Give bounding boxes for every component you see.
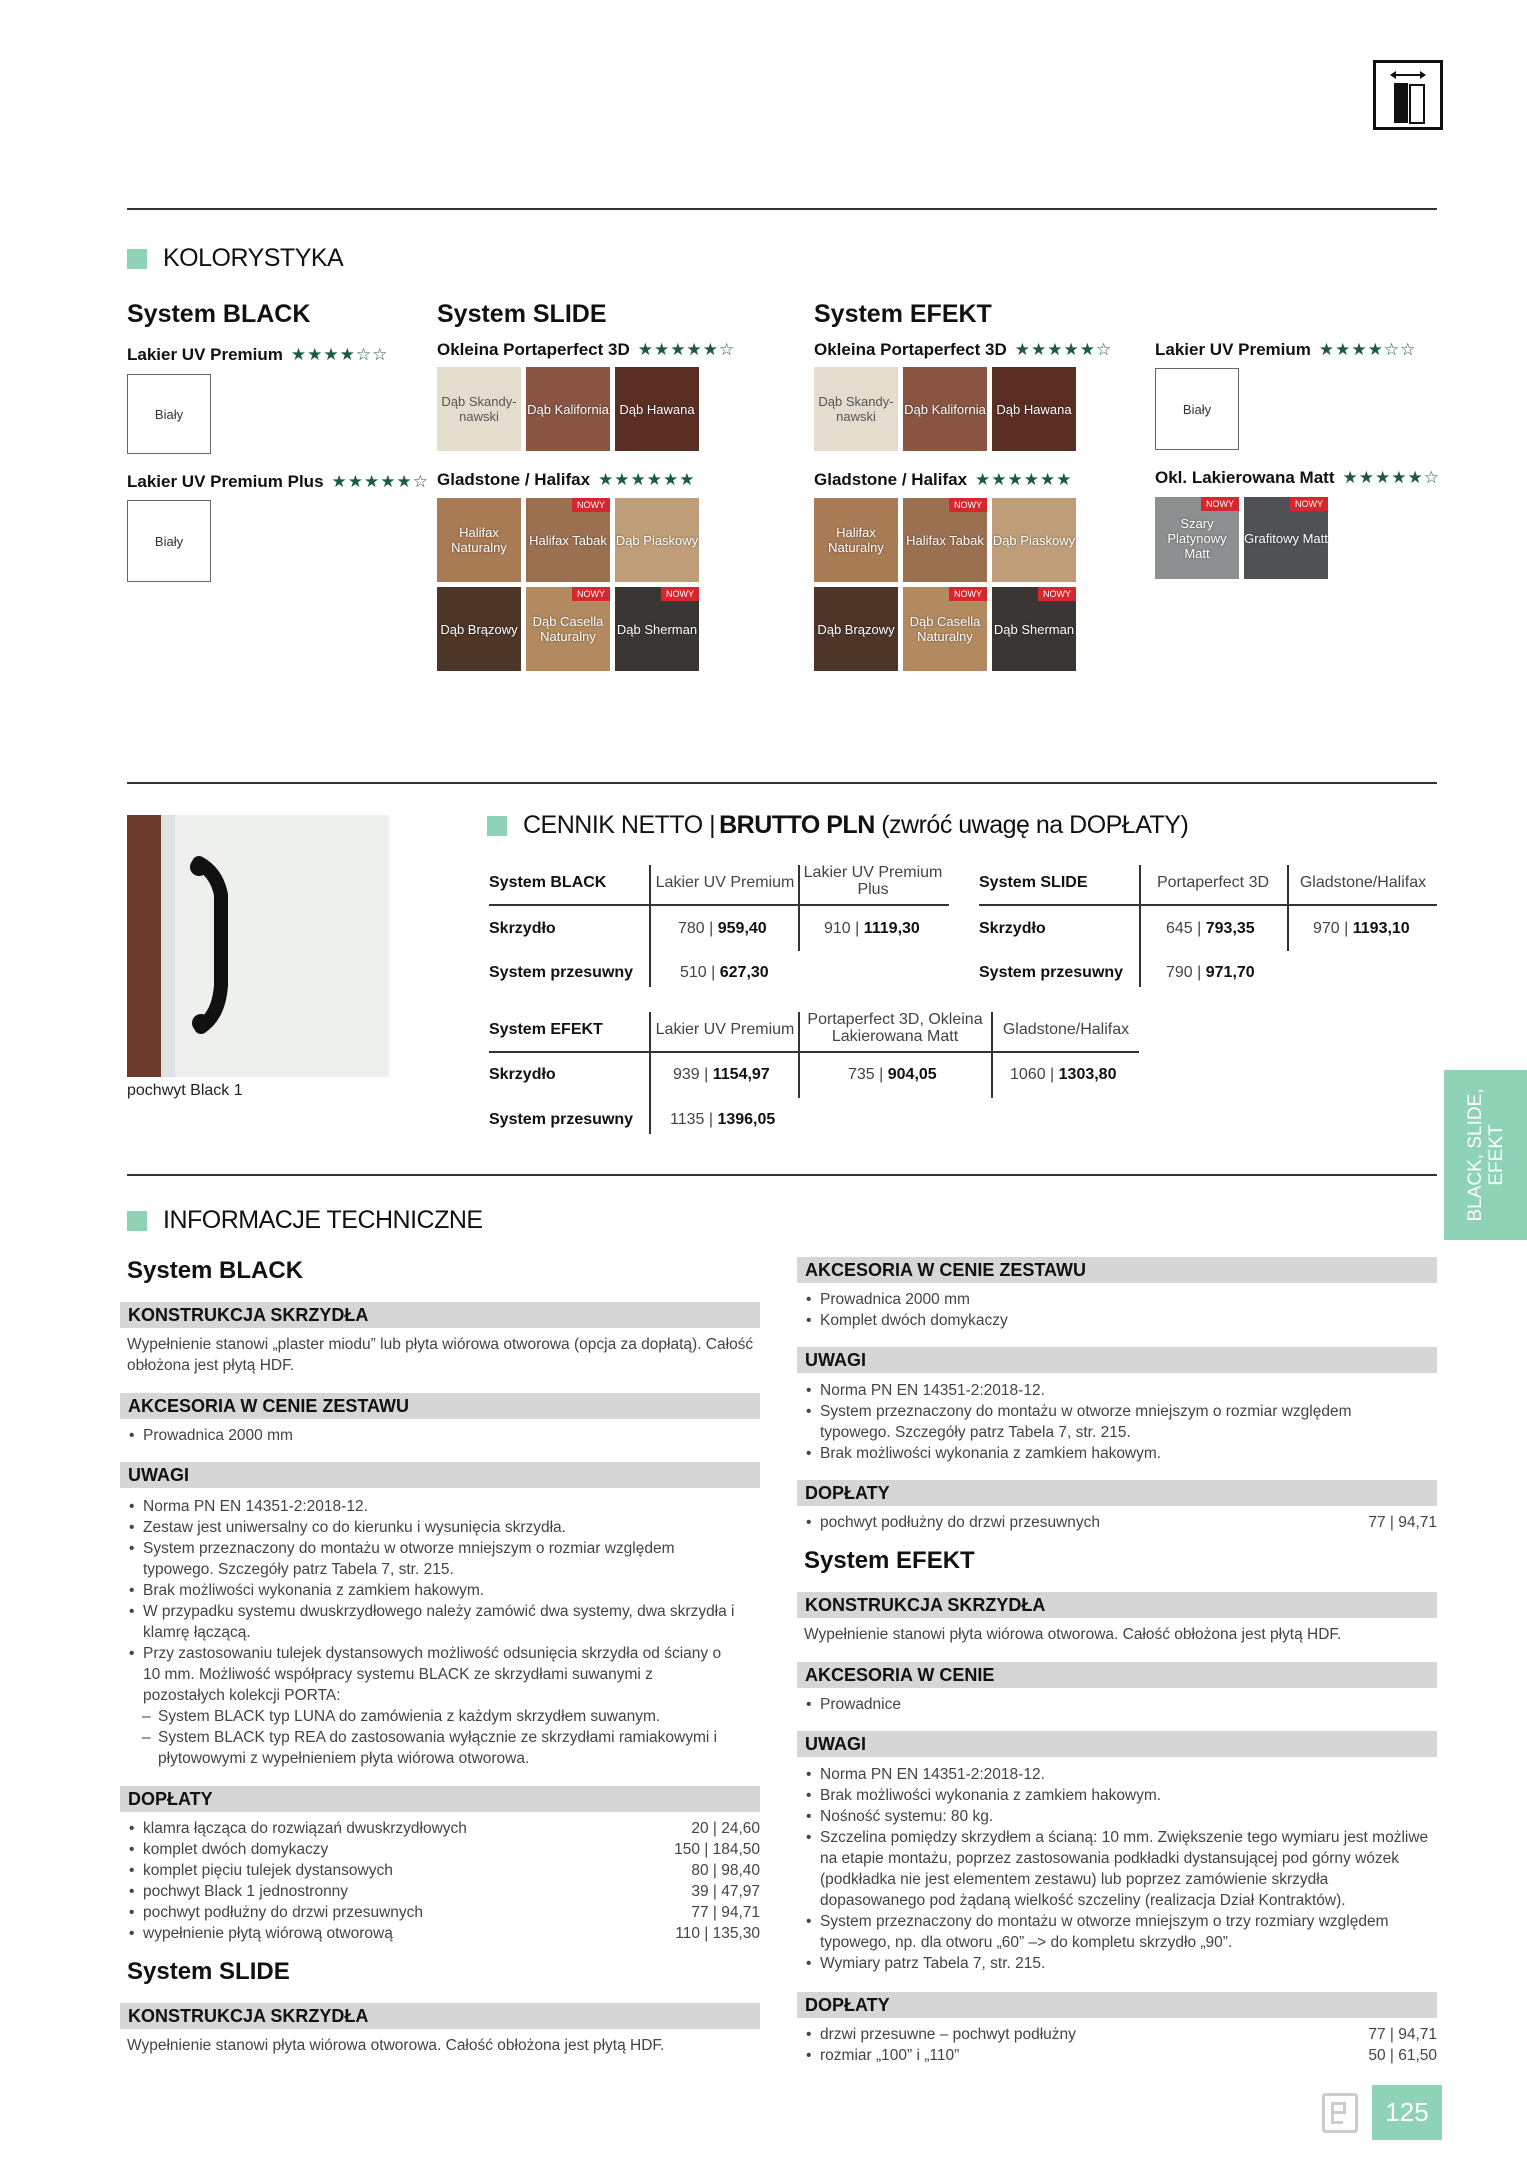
info-slide-doplata-price: 77 | 94,71 <box>1368 1514 1437 1531</box>
slide-price-h1: Portaperfect 3D <box>1156 874 1270 891</box>
info-efekt-uwagi-item: • Brak możliwości wykonania z zamkiem hakowym. <box>804 1785 1434 1806</box>
info-black-title: System BLACK <box>127 1257 304 1284</box>
info-slide-akcesoria: AKCESORIA W CENIE ZESTAWU <box>797 1257 1437 1283</box>
info-black-doplata-price: 80 | 98,40 <box>691 1862 760 1879</box>
swatch-dab-kalifornia: Dąb Kalifornia <box>526 367 610 451</box>
info-slide-uwagi: UWAGI <box>797 1347 1437 1373</box>
black-title: System BLACK <box>127 300 311 328</box>
sliding-door-icon <box>1373 60 1443 130</box>
swatch-dab-kalifornia: Dąb Kalifornia <box>903 367 987 451</box>
info-slide-doplata: • pochwyt podłużny do drzwi przesuwnych <box>804 1512 1100 1533</box>
efekt-row-skrzydlo: Skrzydło <box>489 1066 556 1083</box>
info-slide-title: System SLIDE <box>127 1958 290 1985</box>
side-tab: BLACK, SLIDE, EFEKT <box>1444 1070 1527 1240</box>
handle-photo <box>127 815 389 1077</box>
info-slide-uwagi-item: • Norma PN EN 14351-2:2018-12. <box>804 1380 1434 1401</box>
info-black-doplata-price: 77 | 94,71 <box>691 1904 760 1921</box>
slide-row-skrzydlo: Skrzydło <box>979 920 1046 937</box>
swatch-halifax-tabak: NOWY Halifax Tabak <box>526 498 610 582</box>
info-efekt-uwagi-item: • System przeznaczony do montażu w otworze mniejszym o trzy rozmiary względem typowego, np. dla otworu „60” –> do kompletu skrzydło „90”. <box>804 1911 1437 1953</box>
info-black-doplata-price: 20 | 24,60 <box>691 1820 760 1837</box>
black-lakier-label: Lakier UV Premium ★★★★☆☆ <box>127 345 389 364</box>
info-efekt-uwagi: UWAGI <box>797 1731 1437 1757</box>
info-efekt-doplaty: DOPŁATY <box>797 1992 1437 2018</box>
info-slide-akcesoria-item: • Prowadnica 2000 mm <box>804 1289 970 1310</box>
info-black-doplaty: DOPŁATY <box>120 1786 760 1812</box>
swatch-dab-brazowy: Dąb Brązowy <box>437 587 521 671</box>
info-efekt-doplata: • rozmiar „100” i „110” <box>804 2045 959 2066</box>
info-slide-konstrukcja-text: Wypełnienie stanowi płyta wiórowa otworowa. Całość obłożona jest płytą HDF. <box>127 2037 665 2054</box>
info-efekt-konstrukcja-text: Wypełnienie stanowi płyta wiórowa otworowa. Całość obłożona jest płytą HDF. <box>804 1626 1342 1643</box>
info-black-uwagi-sub: – System BLACK typ REA do zastosowania wyłącznie ze skrzydłami ramiakowymi i płytowowymi z wypełnieniem płyta wiórowa otworowa. <box>140 1727 750 1769</box>
efekt-gh-label: Gladstone / Halifax ★★★★★★ <box>814 470 1073 489</box>
info-black-doplata: • komplet dwóch domykaczy <box>127 1839 328 1860</box>
swatch-szary-platynowy: NOWY Szary Platynowy Matt <box>1155 497 1239 579</box>
info-black-uwagi-item: • System przeznaczony do montażu w otworze mniejszym o rozmiar względem typowego. Szczegóły patrz Tabela 7, str. 215. <box>127 1538 727 1580</box>
efekt-skrzydlo-price-1: 939 | 1154,97 <box>673 1066 770 1083</box>
efekt-skrzydlo-price-3: 1060 | 1303,80 <box>1010 1066 1117 1083</box>
swatch-dab-hawana: Dąb Hawana <box>615 367 699 451</box>
info-black-doplata: • pochwyt Black 1 jednostronny <box>127 1881 348 1902</box>
efekt-price-h2: Portaperfect 3D, Okleina Lakierowana Matt <box>807 1011 983 1045</box>
info-black-doplata: • klamra łącząca do rozwiązań dwuskrzydłowych <box>127 1818 467 1839</box>
efekt-price-h3: Gladstone/Halifax <box>1002 1021 1130 1038</box>
info-efekt-doplata-price: 77 | 94,71 <box>1368 2026 1437 2043</box>
info-slide-akcesoria-item: • Komplet dwóch domykaczy <box>804 1310 1008 1331</box>
swatch-halifax-naturalny: Halifax Naturalny <box>437 498 521 582</box>
efekt-okleina-label: Okleina Portaperfect 3D ★★★★★☆ <box>814 340 1113 359</box>
info-black-konstrukcja-text: Wypełnienie stanowi „plaster miodu” lub płyta wiórowa otworowa (opcja za dopłatą). Całość obłożona jest płytą HDF. <box>127 1336 754 1374</box>
info-efekt-uwagi-item: • Wymiary patrz Tabela 7, str. 215. <box>804 1953 1434 1974</box>
swatch-dab-piaskowy: Dąb Piaskowy <box>615 498 699 582</box>
slide-row-system: System przesuwny <box>979 964 1124 981</box>
swatch-dab-piaskowy: Dąb Piaskowy <box>992 498 1076 582</box>
slide-title: System SLIDE <box>437 300 607 328</box>
black-skrzydlo-price-1: 780 | 959,40 <box>678 920 767 937</box>
info-black-uwagi-item: • Brak możliwości wykonania z zamkiem hakowym. <box>127 1580 760 1601</box>
swatch-dab-skandynawski: Dąb Skandy-nawski <box>814 367 898 451</box>
black-row-skrzydlo: Skrzydło <box>489 920 556 937</box>
swatch-dab-sherman: NOWY Dąb Sherman <box>992 587 1076 671</box>
info-efekt-uwagi-item: • Szczelina pomiędzy skrzydłem a ścianą: 10 mm. Zwiększenie tego wymiaru jest możliwe na etapie montażu, poprzez zastosowania podkładki dystansującej pod górny wózek (podkładka nie jest elementem zestawu) lub poprzez zamówienie skrzydła dopasowanego pod żądaną wielkość szczeliny (realizacja Dział Kontraktów). <box>804 1827 1437 1911</box>
porta-logo-icon <box>1322 2093 1358 2133</box>
efekt-price-label: System EFEKT <box>489 1021 603 1038</box>
swatch-dab-sherman: NOWY Dąb Sherman <box>615 587 699 671</box>
slide-okleina-label: Okleina Portaperfect 3D ★★★★★☆ <box>437 340 736 359</box>
info-slide-doplaty: DOPŁATY <box>797 1480 1437 1506</box>
info-black-doplata: • wypełnienie płytą wiórową otworową <box>127 1923 393 1944</box>
swatch-dab-brazowy: Dąb Brązowy <box>814 587 898 671</box>
slide-price-label: System SLIDE <box>979 874 1088 891</box>
slide-gh-label: Gladstone / Halifax ★★★★★★ <box>437 470 696 489</box>
kolorystyka-title: KOLORYSTYKA <box>127 244 343 273</box>
black-price-h1: Lakier UV Premium <box>655 874 795 891</box>
black-plus-label: Lakier UV Premium Plus ★★★★★☆ <box>127 472 429 491</box>
swatch-bialy: Biały <box>127 374 211 454</box>
info-black-doplata: • pochwyt podłużny do drzwi przesuwnych <box>127 1902 423 1923</box>
efekt-system-price: 1135 | 1396,05 <box>670 1111 776 1128</box>
efekt-title: System EFEKT <box>814 300 992 328</box>
info-efekt-akcesoria-item: • Prowadnice <box>804 1694 901 1715</box>
slide-system-price: 790 | 971,70 <box>1166 964 1255 981</box>
swatch-dab-hawana: Dąb Hawana <box>992 367 1076 451</box>
info-black-doplata-price: 150 | 184,50 <box>674 1841 760 1858</box>
info-slide-uwagi-item: • Brak możliwości wykonania z zamkiem hakowym. <box>804 1443 1434 1464</box>
info-efekt-konstrukcja: KONSTRUKCJA SKRZYDŁA <box>797 1592 1437 1618</box>
swatch-halifax-tabak: NOWY Halifax Tabak <box>903 498 987 582</box>
efekt-price-h1: Lakier UV Premium <box>655 1021 795 1038</box>
swatch-dab-casella: NOWY Dąb Casella Naturalny <box>526 587 610 671</box>
handle-caption: pochwyt Black 1 <box>127 1082 243 1099</box>
info-black-uwagi-item: • W przypadku systemu dwuskrzydłowego należy zamówić dwa systemy, dwa skrzydła i klamrę łączącą. <box>127 1601 765 1643</box>
info-black-konstrukcja: KONSTRUKCJA SKRZYDŁA <box>120 1302 760 1328</box>
info-slide-uwagi-item: • System przeznaczony do montażu w otworze mniejszym o rozmiar względem typowego. Szczegóły patrz Tabela 7, str. 215. <box>804 1401 1424 1443</box>
black-skrzydlo-price-2: 910 | 1119,30 <box>824 920 920 937</box>
swatch-halifax-naturalny: Halifax Naturalny <box>814 498 898 582</box>
info-black-doplata-price: 110 | 135,30 <box>675 1925 760 1942</box>
info-black-uwagi-item: • Norma PN EN 14351-2:2018-12. <box>127 1496 760 1517</box>
info-efekt-title: System EFEKT <box>804 1547 975 1574</box>
cennik-title: CENNIK NETTO | BRUTTO PLN (zwróć uwagę na DOPŁATY) <box>487 811 1188 840</box>
swatch-dab-casella: NOWY Dąb Casella Naturalny <box>903 587 987 671</box>
black-price-h2: Lakier UV Premium Plus <box>803 864 943 898</box>
info-efekt-akcesoria: AKCESORIA W CENIE <box>797 1662 1437 1688</box>
info-efekt-uwagi-item: • Nośność systemu: 80 kg. <box>804 1806 1434 1827</box>
efekt-row-system: System przesuwny <box>489 1111 634 1128</box>
info-efekt-doplata-price: 50 | 61,50 <box>1368 2047 1437 2064</box>
page-number: 125 <box>1372 2085 1442 2140</box>
efekt-lakier-label: Lakier UV Premium ★★★★☆☆ <box>1155 340 1417 359</box>
swatch-bialy: Biały <box>1155 368 1239 450</box>
slide-skrzydlo-price-1: 645 | 793,35 <box>1166 920 1255 937</box>
info-slide-konstrukcja: KONSTRUKCJA SKRZYDŁA <box>120 2003 760 2029</box>
info-efekt-doplata: • drzwi przesuwne – pochwyt podłużny <box>804 2024 1076 2045</box>
black-price-label: System BLACK <box>489 874 607 891</box>
info-efekt-uwagi-item: • Norma PN EN 14351-2:2018-12. <box>804 1764 1434 1785</box>
slide-price-h2: Gladstone/Halifax <box>1299 874 1427 891</box>
info-black-doplata-price: 39 | 47,97 <box>691 1883 760 1900</box>
black-system-price: 510 | 627,30 <box>680 964 769 981</box>
info-black-akcesoria: AKCESORIA W CENIE ZESTAWU <box>120 1393 760 1419</box>
swatch-bialy: Biały <box>127 500 211 582</box>
info-title: INFORMACJE TECHNICZNE <box>127 1206 483 1235</box>
info-black-uwagi-item: • Przy zastosowaniu tulejek dystansowych możliwość odsunięcia skrzydła od ściany o 10 mm. Możliwość współpracy systemu BLACK ze skrzydłami suwanymi z pozostałych kolekcji PORTA: <box>127 1643 737 1706</box>
info-black-uwagi-sub: – System BLACK typ LUNA do zamówienia z każdym skrzydłem suwanym. <box>140 1706 760 1727</box>
info-black-uwagi: UWAGI <box>120 1462 760 1488</box>
efekt-skrzydlo-price-2: 735 | 904,05 <box>848 1066 937 1083</box>
black-row-system: System przesuwny <box>489 964 634 981</box>
info-black-akcesoria-item: • Prowadnica 2000 mm <box>127 1425 293 1446</box>
info-black-doplata: • komplet pięciu tulejek dystansowych <box>127 1860 393 1881</box>
swatch-dab-skandynawski: Dąb Skandy-nawski <box>437 367 521 451</box>
swatch-grafitowy: NOWY Grafitowy Matt <box>1244 497 1328 579</box>
info-black-uwagi-item: • Zestaw jest uniwersalny co do kierunku i wysunięcia skrzydła. <box>127 1517 760 1538</box>
efekt-matt-label: Okl. Lakierowana Matt ★★★★★☆ <box>1155 468 1440 487</box>
slide-skrzydlo-price-2: 970 | 1193,10 <box>1313 920 1410 937</box>
